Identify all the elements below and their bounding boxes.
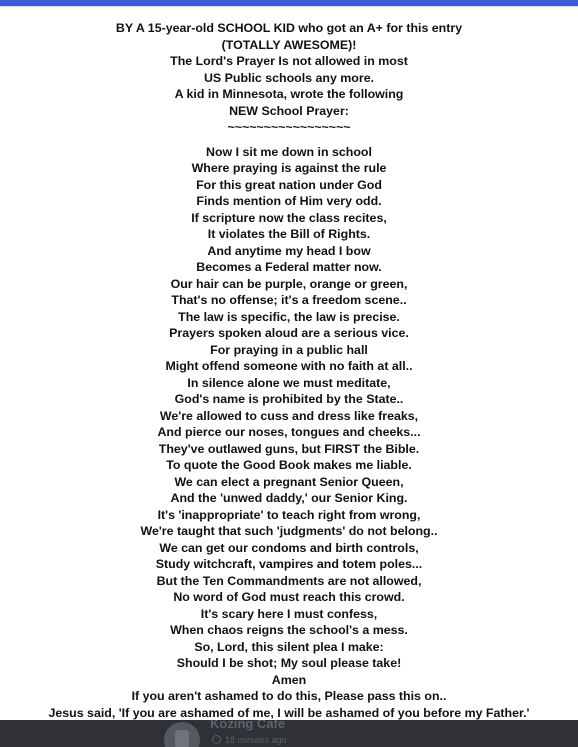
poem-line: Our hair can be purple, orange or green, [170,276,408,291]
poem-line: And the 'unwed daddy,' our Senior King. [170,491,408,505]
intro-line: BY A 15-year-old SCHOOL KID who got an A+ for this entry [115,21,463,35]
poem-line: Might offend someone with no faith at all.. [165,359,413,373]
poem-line: For this great nation under God [196,177,382,192]
tilde-divider: ~~~~~~~~~~~~~~~~~ [227,120,351,134]
intro-line: The Lord's Prayer Is not allowed in most [170,54,408,68]
post-image[interactable] [0,8,578,720]
poem-line: So, Lord, this silent plea I make: [194,639,384,654]
poem-line: To quote the Good Book makes me liable. [166,458,412,472]
poem-line: Should I be shot; My soul please take! [176,656,402,670]
poem-line: And pierce our noses, tongues and cheeks... [157,425,421,439]
amen-line: Amen [271,672,307,687]
poem-line: We can get our condoms and birth controls, [159,540,419,555]
poem-line: We're allowed to cuss and dress like freaks, [159,408,419,423]
intro-line: NEW School Prayer: [229,103,349,118]
poem-line: Study witchcraft, vampires and totem poles... [155,557,423,571]
intro-line: (TOTALLY AWESOME)! [221,37,357,52]
poem-line: Prayers spoken aloud are a serious vice. [169,326,409,340]
poem-line: It's 'inappropriate' to teach right from wrong, [157,507,421,522]
poem-line: They've outlawed guns, but FIRST the Bible. [158,441,420,456]
clock-icon [212,735,221,744]
poem-line: No word of God must reach this crowd. [173,590,405,604]
avatar[interactable] [164,722,200,747]
poem-line: That's no offense; it's a freedom scene.. [171,293,407,307]
author-name[interactable]: Kozing Cafe [210,720,286,731]
intro-line: US Public schools any more. [203,70,375,85]
poem-line: Becomes a Federal matter now. [196,260,382,274]
bible-quote-line: Jesus said, 'If you are ashamed of me, I will be ashamed of you before my Father.' [48,705,530,720]
poem-line: We can elect a pregnant Senior Queen, [174,474,404,489]
prayer-intro [0,8,578,136]
poem-line: It violates the Bill of Rights. [207,227,371,241]
poem-line: The law is specific, the law is precise. [178,309,400,324]
share-request-line: If you aren't ashamed to do this, Please pass this on.. [131,689,447,703]
person-icon [175,730,189,747]
prayer-poem [0,136,578,721]
intro-line: A kid in Minnesota, wrote the following [174,87,404,101]
poem-line: But the Ten Commandments are not allowed, [156,573,422,588]
poem-line: Now I sit me down in school [206,144,372,159]
poem-line: For praying in a public hall [210,342,368,357]
poem-line: And anytime my head I bow [207,243,371,258]
timestamp-text: 18 minutes ago [225,735,287,745]
poem-line: God's name is prohibited by the State.. [174,392,404,406]
poem-line: We're taught that such 'judgments' do not belong.. [140,524,438,538]
poem-line: When chaos reigns the school's a mess. [170,623,408,637]
post-timestamp[interactable] [212,735,287,745]
poem-line: In silence alone we must meditate, [187,375,391,390]
poem-line: Where praying is against the rule [191,161,387,175]
poem-line: It's scary here I must confess, [200,606,378,621]
poem-line: If scripture now the class recites, [191,210,387,225]
post-footer [0,720,578,747]
poem-line: Finds mention of Him very odd. [196,194,382,208]
